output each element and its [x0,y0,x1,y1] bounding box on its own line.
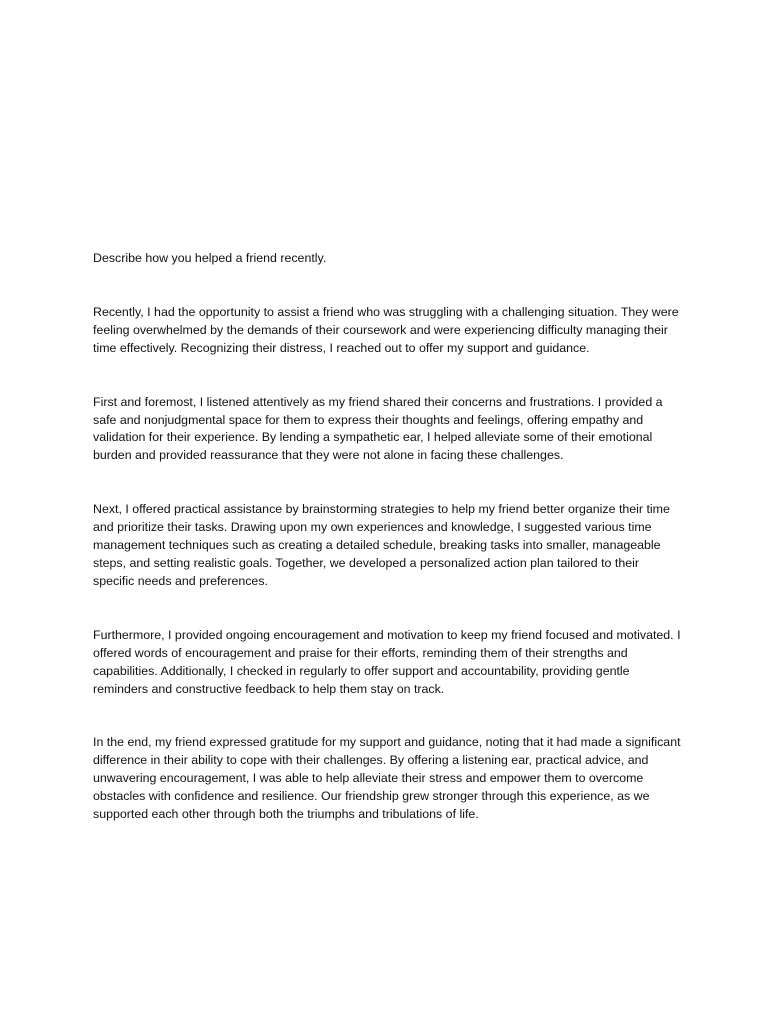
paragraph-5: In the end, my friend expressed gratitude for my support and guidance, noting that it had made a significant difference in their ability to cope with their challenges. By offering a listening ear, practical advice, and unwavering encouragement, I was able to help alleviate their stress and empower them to overcome obstacles with confidence and resilience. Our friendship grew stronger through this experience, as we supported each other through both the triumphs and tribulations of life. [93,735,681,822]
paragraph-3: Next, I offered practical assistance by brainstorming strategies to help my friend better organize their time and prioritize their tasks. Drawing upon my own experiences and knowledge, I suggested various time management techniques such as creating a detailed schedule, breaking tasks into smaller, manageable steps, and setting realistic goals. Together, we developed a personalized action plan tailored to their specific needs and preferences. [93,502,670,588]
paragraph-4: Furthermore, I provided ongoing encouragement and motivation to keep my friend focused and motivated. I offered words of encouragement and praise for their efforts, reminding them of their strengths and capabilities. Additionally, I checked in regularly to offer support and accountability, providing gentle reminders and constructive feedback to help them stay on track. [93,627,681,696]
essay-prompt: Describe how you helped a friend recently. [93,251,327,265]
paragraph-1: Recently, I had the opportunity to assist a friend who was struggling with a challenging situation. They were feeling overwhelmed by the demands of their coursework and were experiencing difficulty managing their time effectively. Recognizing their distress, I reached out to offer my support and guidance. [93,304,679,355]
essay-body [93,250,683,824]
paragraph-2: First and foremost, I listened attentively as my friend shared their concerns and frustrations. I provided a safe and nonjudgmental space for them to express their thoughts and feelings, offering empathy and validation for their experience. By lending a sympathetic ear, I helped alleviate some of their emotional burden and provided reassurance that they were not alone in facing these challenges. [93,394,663,463]
